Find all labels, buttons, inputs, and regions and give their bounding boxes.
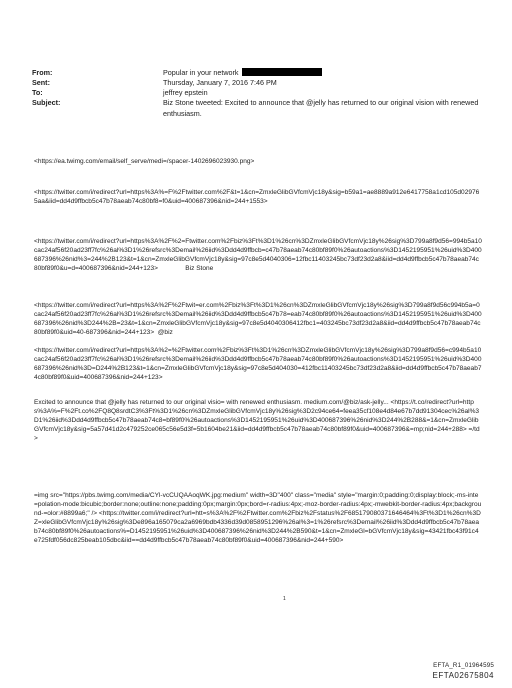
page-number: 1 <box>283 596 286 602</box>
sent-label: Sent: <box>32 78 50 87</box>
to-value: jeffrey epstein <box>163 88 208 97</box>
twitter-redirect-link[interactable]: <https://twitter.com/i/redirect?url=https%3A%=F%2Ftwitter.com%2F&t=1&cn=ZmxleGlibGVfcmVjc18y&sig=b59a1=ae8889a912e6417758a1cd105d029765aa&iid=dd4d9ffbcb5c47b78aeab74c80bf8=f0&uid=400687396&nid=244+1553> <box>34 189 480 206</box>
biz-profile-url-2[interactable]: <https://twitter.com/i/redirect?url=https%3A%2F%2Ftwit=er.com%2Fbiz%3Ft%3D1%26cn%3DZmxleGlibGVfcmVjc18y%26sig%3D799a8f9d56c994b5a=0cac24af56f20ad23ff7fc%26al%3D1%26refsrc%3Demail%26iid%3Ddd4d9ffbcb5c47b78=eab74c80bf89f0%26autoactions%3D1452195951%26uid%3D400687396%26nid%3D244%2B=23&t=1&cn=ZmxleGlibGVfcmVjc18y&sig=97c8e5d4040306412fbc1=403245bc73df23d2a8&iid=dd4d9ffbcb5c47b78aeab74c80bf89f0&uid=40-687396&nid=244+123> <box>34 302 482 337</box>
subject-value: Biz Stone tweeted: Excited to announce that @jelly has returned to our original vision with renewed enthusiasm. <box>163 98 479 118</box>
biz-profile-url-1[interactable]: <https://twitter.com/i/redirect?url=https%3A%2F%2=Ftwitter.com%2Fbiz%3Ft%3D1%26cn%3DZmxleGlibGVfcmVjc18y%26sig%3D799a8f9d56=994b5a10cac24af56f20ad23ff7fc%26al%3D1%26refsrc%3Demail%26iid%3Ddd4d9ffbcb=c47b78aeab74c80bf89f0%26autoactions%3D1452195951%26uid%3D400687396%26nid%3=244%2B123&t=1&cn=ZmxleGlibGVfcmVjc18y&sig=97c8e5d4040306=12fbc11403245bc73df23d2a8&iid=dd4d9ffbcb5c47b78aeab74c80bf89f0&u=d=400687396&nid=244+123> <box>34 238 482 273</box>
efta-reference-2: EFTA02675804 <box>432 671 494 680</box>
redaction-bar <box>242 68 322 76</box>
from-value <box>163 68 483 78</box>
subject-label: Subject: <box>32 98 61 107</box>
biz-handle: @biz <box>157 329 173 337</box>
to-label: To: <box>32 88 43 97</box>
sent-value: Thursday, January 7, 2016 7:46 PM <box>163 78 277 87</box>
tweet-text: Excited to announce that @jelly has returned to our original visio= with renewed enthusiasm. medium.com/@biz/ask-jelly... <https://t.co/redirect?url=https%3A%=F%2Ft.co%2FQ8Q8srdtC3%3Ft%3D1%26cn%3DZmxleGlibGVfcmVjc18y%26sig%3D2c94ce64=feea35cf108e4d84e67b7dd91304cec%26al%3D1%26iid%3Ddd4d9ffbcb5c47b78aeab74c8=bf89f0%26autoactions%3D1452195951%26uid%3D400687396%26nid%3D244%2B288&=1&cn=ZmxleGlibGVfcmVjc18y&sig=5a57d41d2c479252ce065c56e5d3f=5b1604be21&iid=dd4d9ffbcb5c47b78aeab74c80bf89f0&uid=400687396&=mp;nid=244+288> =/td> <box>34 399 480 443</box>
biz-stone-name: Biz Stone <box>185 265 214 273</box>
from-label: From: <box>32 68 53 77</box>
efta-reference-1: EFTA_R1_01964595 <box>433 662 494 669</box>
biz-profile-link-2 <box>34 301 482 337</box>
from-text: Popular in your network <box>163 68 239 77</box>
spacer-link[interactable]: <https://ea.twimg.com/email/self_serve/medi=/spacer-1402696023930.png> <box>34 158 255 165</box>
tweet-media-html: =img src="https://pbs.twimg.com/media/CYl-vcCUQAAoqWK.jpg:medium" width=3D"400" class="media" style="margin:0;padding:0;display:block;-ms-inte=polation-mode:bicubic;border:none;outline:none;padding:0px;margin:0px;bord=r-radius:4px;-moz-border-radius:4px;-mwebkit-border-radius:4px;background-=olor:#8899a6;" /> <https://twitter.com/i/redirect?url=htt=s%3A%2F%2Ftwitter.com%2Fbiz%2Fstatus%2F685179080371646464%3Ft%3D1%26cn%3DZ=xleGlibGVfcmVjc18y%26sig%3De896a165079ca2a6969bdb4336d39d0858951296%26al%3=1%26refsrc%3Demail%26iid%3Ddd4d9ffbcb5c47b78aeab74c80bf89f0%26autoactions%=D1452195951%26uid%3D400687396%26nid%3D244%2B590&t=1&cn=ZmxleGl=bGVfcmVjc18y&sig=43421fbc43f91c4e725fdf056dc825beab105dbc&iid==dd4d9ffbcb5c47b78aeab74c80bf89f0&uid=400687396&nid=244+590> <box>34 492 482 545</box>
biz-profile-link-3[interactable]: <https://twitter.com/i/redirect?url=https%3A%2=%2Ftwitter.com%2Fbiz%3Ft%3D1%26cn%3DZmxleGlibGVfcmVjc18y%26sig%3D799a8f9d56=c994b5a10cac24af56f20ad23ff7fc%26al%3D1%26refsrc%3Demail%26iid%3Ddd4d9ffbcb5c47b78aeab74c80bf89f0%26autoactions%3D1452195951%26uid%3D400687396%26nid%3D=D244%2B123&t=1&cn=ZmxleGlibGVfcmVjc18y&sig=97c8e5d404030=412fbc11403245bc73df23d2a8&iid=dd4d9ffbcb5c47b78aeab74c80bf89f0&uid=400687396&nid=244+123> <box>34 347 482 382</box>
biz-profile-link-1 <box>34 237 482 273</box>
email-header <box>32 68 482 128</box>
